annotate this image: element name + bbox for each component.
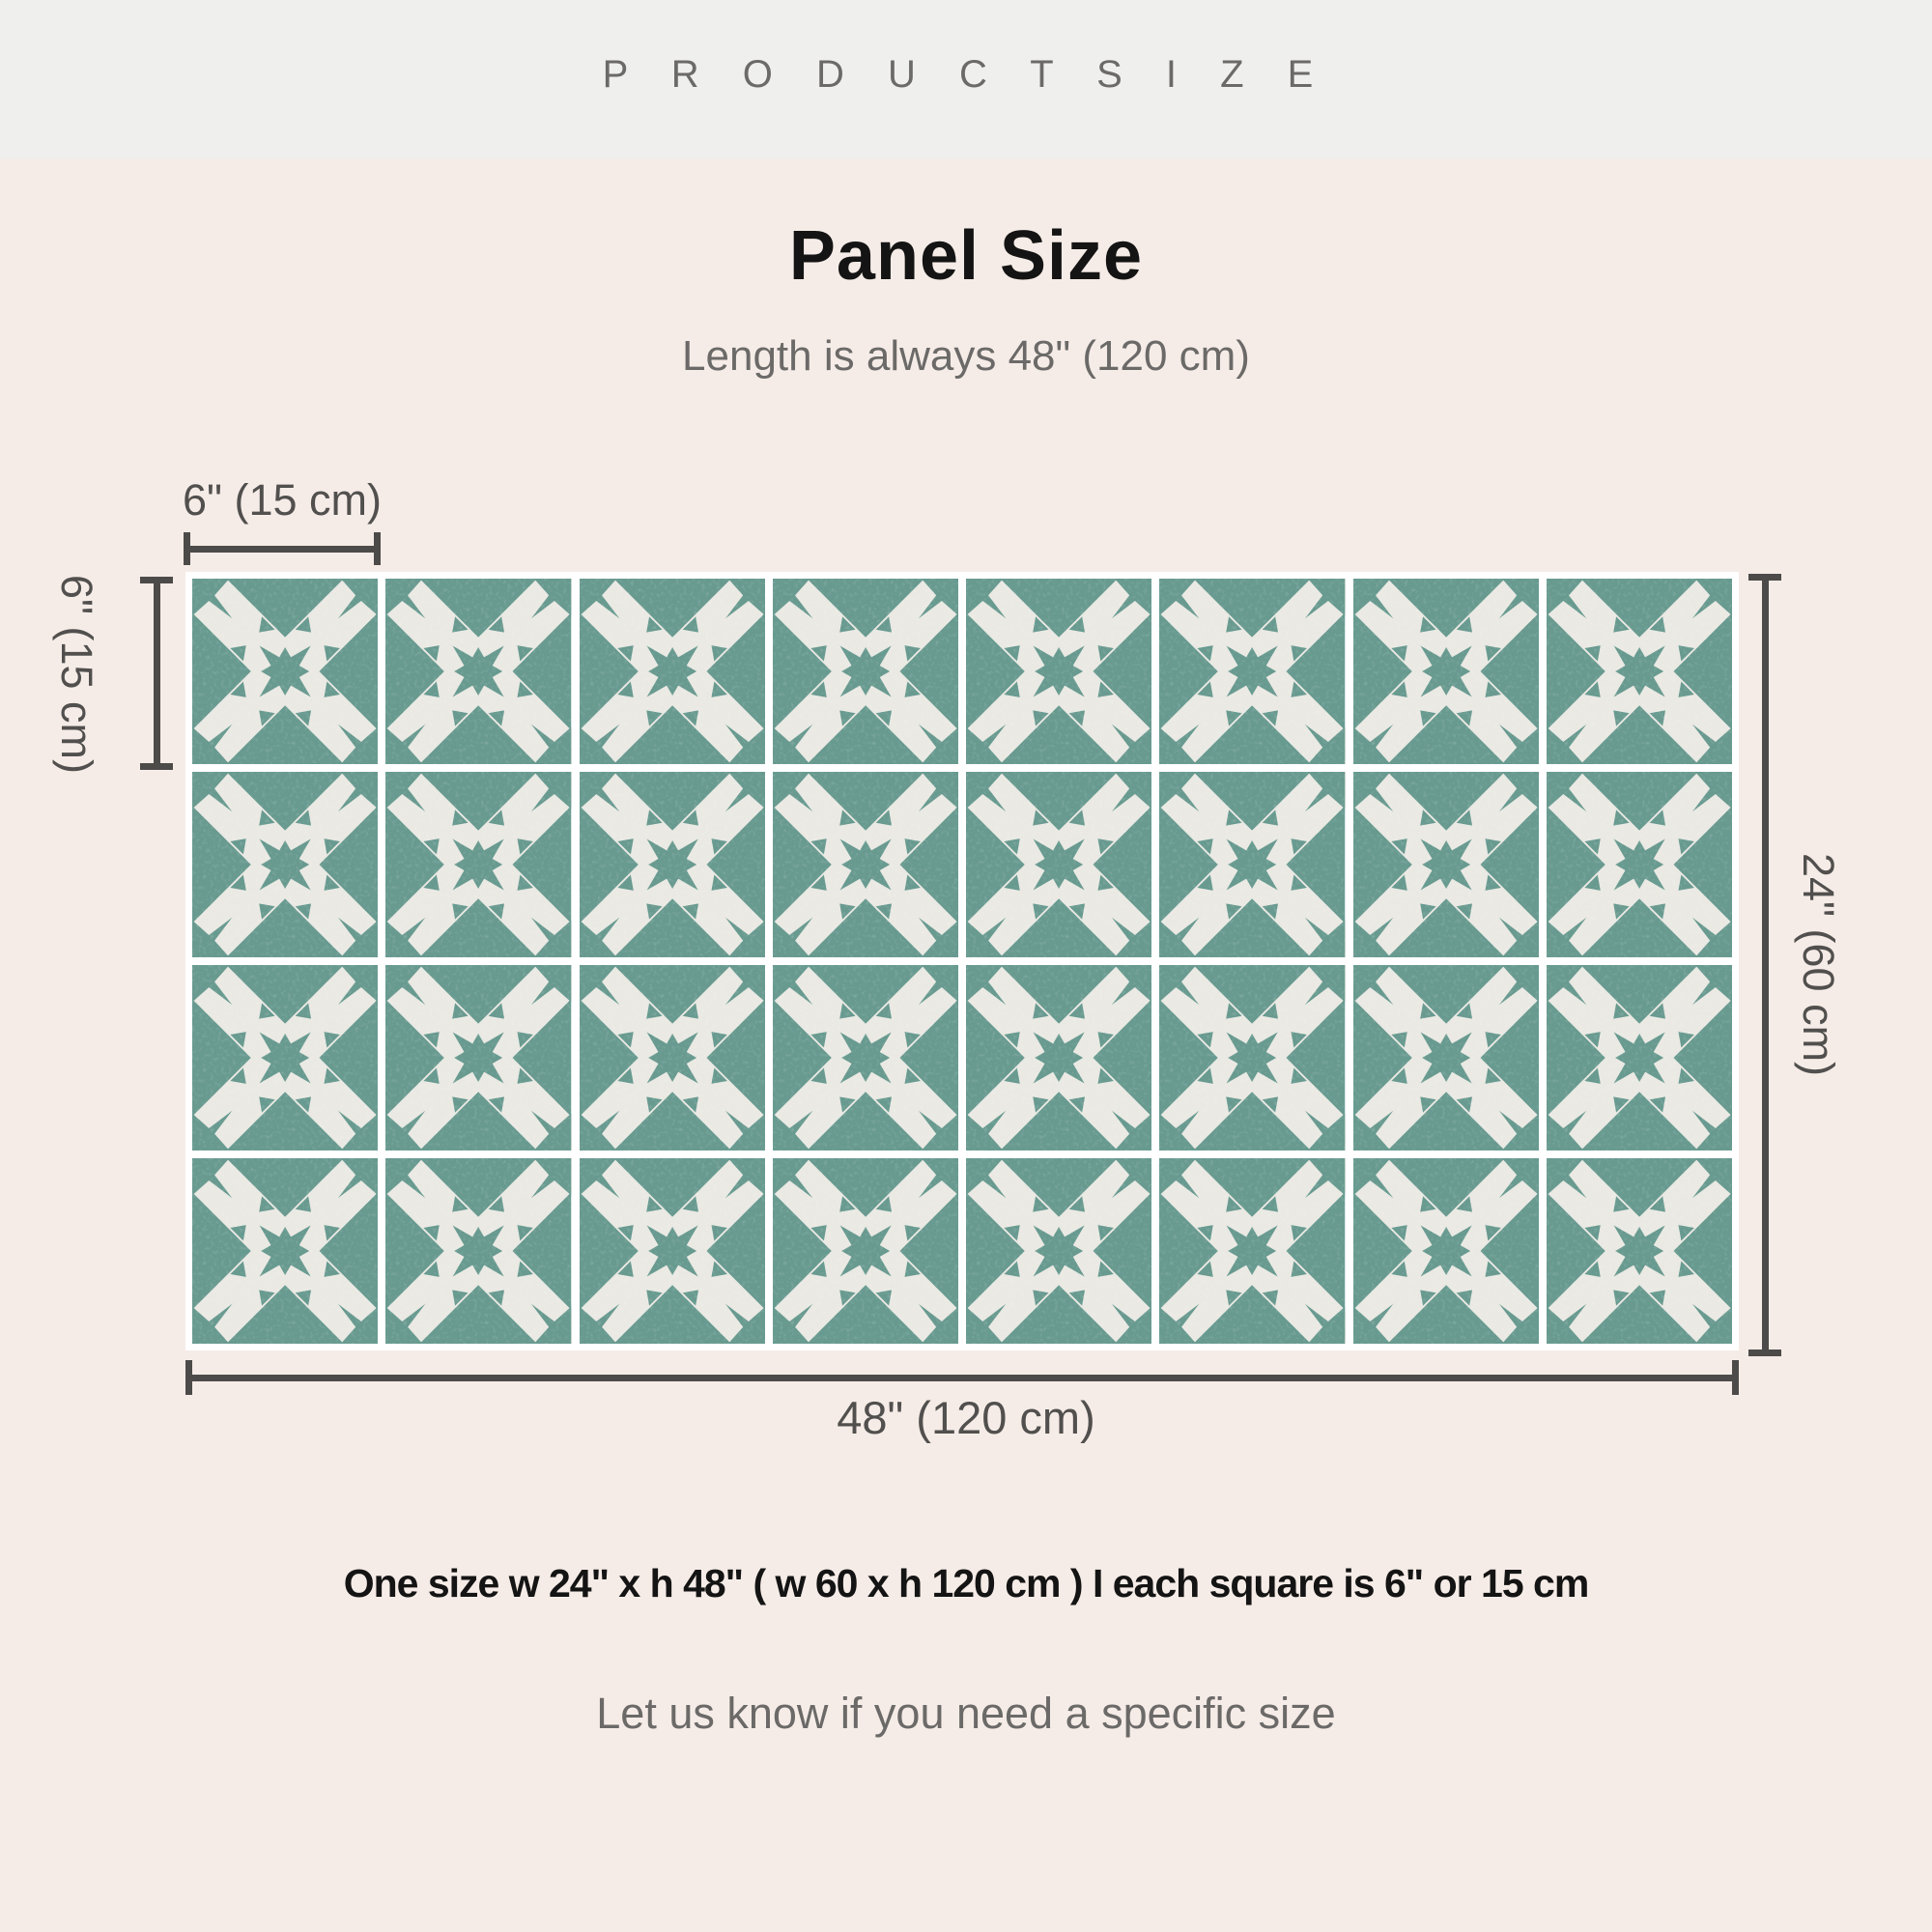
tile [192,579,378,764]
dimension-line-tile-width [184,532,381,565]
tile [773,1158,958,1344]
tile [385,579,571,764]
dimension-bar [184,546,381,553]
tile [192,772,378,957]
tile [580,772,765,957]
tile [1159,965,1345,1151]
dimension-cap [1732,1360,1739,1395]
tile [966,579,1151,764]
panel-height-label: 24" (60 cm) [1794,853,1843,1077]
tile-panel [185,572,1739,1350]
tile [966,772,1151,957]
tile [773,772,958,957]
dimension-line-panel-width [185,1360,1739,1395]
tile [1159,772,1345,957]
tile [580,579,765,764]
tile-height-label: 6" (15 cm) [52,574,101,774]
dimension-line-panel-height [1748,574,1781,1356]
panel-width-label: 48" (120 cm) [837,1392,1095,1443]
dimension-bar [154,577,160,770]
tile [192,1158,378,1344]
size-note: Let us know if you need a specific size [596,1689,1336,1738]
tile [580,965,765,1151]
tile [1353,772,1539,957]
dimension-cap [1748,1350,1781,1356]
size-summary: One size w 24" x h 48" ( w 60 x h 120 cm ) I each square is 6" or 15 cm [343,1561,1589,1605]
tile [773,579,958,764]
tile [385,965,571,1151]
tile [192,965,378,1151]
panel-size-title: Panel Size [788,217,1144,295]
tile [1353,965,1539,1151]
tile [1547,579,1732,764]
tile [1159,579,1345,764]
product-size-heading: P R O D U C T S I Z E [602,53,1330,96]
tile [1159,1158,1345,1344]
tile [1547,1158,1732,1344]
tile [385,772,571,957]
tile [1547,772,1732,957]
tile [966,965,1151,1151]
tile [773,965,958,1151]
dimension-cap [140,763,173,770]
tile [966,1158,1151,1344]
tile [1353,1158,1539,1344]
tile-width-label: 6" (15 cm) [182,475,382,525]
panel-size-subtitle: Length is always 48" (120 cm) [682,332,1250,380]
dimension-cap [374,532,381,565]
tile [1353,579,1539,764]
tile [1547,965,1732,1151]
tile [580,1158,765,1344]
dimension-bar [1762,574,1769,1356]
dimension-bar [185,1375,1739,1381]
dimension-line-tile-height [140,577,173,770]
tile [385,1158,571,1344]
